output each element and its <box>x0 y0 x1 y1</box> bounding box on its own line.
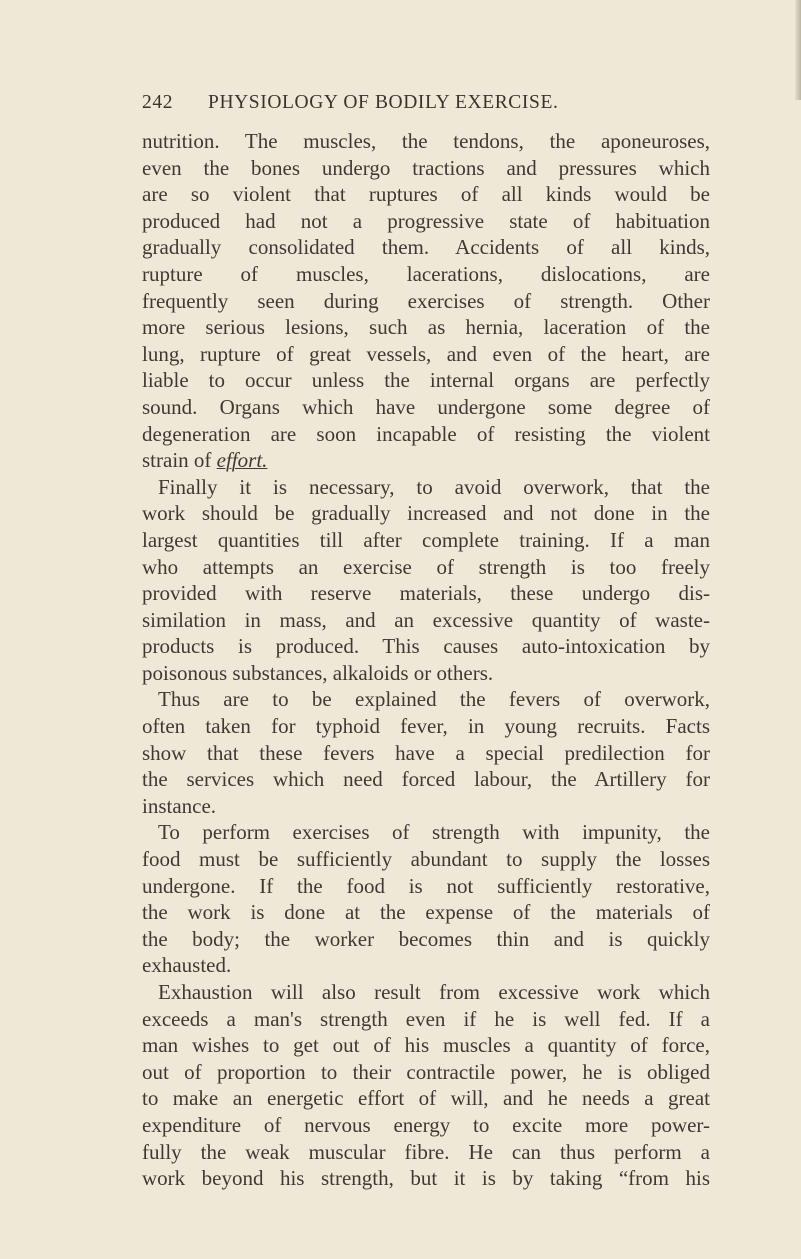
text-line: nutrition. The muscles, the tendons, the aponeuroses, <box>142 129 710 153</box>
text-line: show that these fevers have a special predilection for <box>142 740 710 765</box>
text-line: out of proportion to their contractile power, he is obliged <box>142 1059 710 1084</box>
body-text <box>142 128 710 1192</box>
text-line: poisonous substances, alkaloids or others. <box>142 660 494 685</box>
text-line: often taken for typhoid fever, in young recruits. Facts <box>142 714 710 739</box>
text-line: even the bones undergo tractions and pressures which <box>142 155 710 180</box>
text-line: exhausted. <box>142 953 232 978</box>
text-line: instance. <box>142 793 217 818</box>
text-line: provided with reserve materials, these undergo dis- <box>142 581 710 606</box>
text-line: gradually consolidated them. Accidents of all kinds, <box>142 235 710 260</box>
text-line: man wishes to get out of his muscles a quantity of force, <box>142 1033 710 1058</box>
text-line: more serious lesions, such as hernia, laceration of the <box>142 315 710 340</box>
text-line: frequently seen during exercises of strength. Other <box>142 288 710 313</box>
text-line: exceeds a man's strength even if he is well fed. If a <box>142 1006 710 1031</box>
text-line: food must be sufficiently abundant to supply the losses <box>142 847 710 872</box>
text-line: largest quantities till after complete training. If a man <box>142 527 710 552</box>
text-line: the body; the worker becomes thin and is quickly <box>142 926 710 951</box>
text-line: Exhaustion will also result from excessive work which <box>158 980 710 1004</box>
text-line: strain of <box>142 448 212 473</box>
text-line: Thus are to be explained the fevers of overwork, <box>158 687 710 712</box>
text-line: sound. Organs which have undergone some degree of <box>142 394 710 419</box>
text-line: the services which need forced labour, the Artillery for <box>142 767 710 792</box>
text-line: who attempts an exercise of strength is too freely <box>142 554 710 579</box>
text-line: fully the weak muscular fibre. He can thus perform a <box>142 1139 710 1164</box>
italic-word: effort. <box>216 448 268 473</box>
text-line: rupture of muscles, lacerations, dislocations, are <box>142 261 710 286</box>
text-line: work should be gradually increased and not done in the <box>142 501 710 526</box>
text-line: products is produced. This causes auto-intoxication by <box>142 634 710 659</box>
text-line: similation in mass, and an excessive quantity of waste- <box>142 607 710 632</box>
running-title: PHYSIOLOGY OF BODILY EXERCISE. <box>208 92 559 113</box>
text-line: undergone. If the food is not sufficiently restorative, <box>142 873 710 898</box>
text-line: lung, rupture of great vessels, and even of the heart, are <box>142 341 710 366</box>
text-line: are so violent that ruptures of all kinds would be <box>142 182 710 207</box>
text-line: degeneration are soon incapable of resisting the violent <box>142 421 710 446</box>
page-edge <box>795 0 801 100</box>
text-line: to make an energetic effort of will, and he needs a great <box>142 1086 710 1111</box>
page-number: 242 <box>142 92 174 113</box>
text-line: To perform exercises of strength with impunity, the <box>158 820 710 845</box>
text-line: Finally it is necessary, to avoid overwork, that the <box>158 474 710 499</box>
text-line: the work is done at the expense of the materials of <box>142 900 710 925</box>
text-line-with-italic <box>142 447 710 474</box>
text-line: work beyond his strength, but it is by taking “from his <box>142 1166 710 1191</box>
text-line: produced had not a progressive state of habituation <box>142 208 710 233</box>
text-line: expenditure of nervous energy to excite more power- <box>142 1112 710 1137</box>
text-line: liable to occur unless the internal organs are perfectly <box>142 368 710 393</box>
running-header <box>142 92 702 114</box>
